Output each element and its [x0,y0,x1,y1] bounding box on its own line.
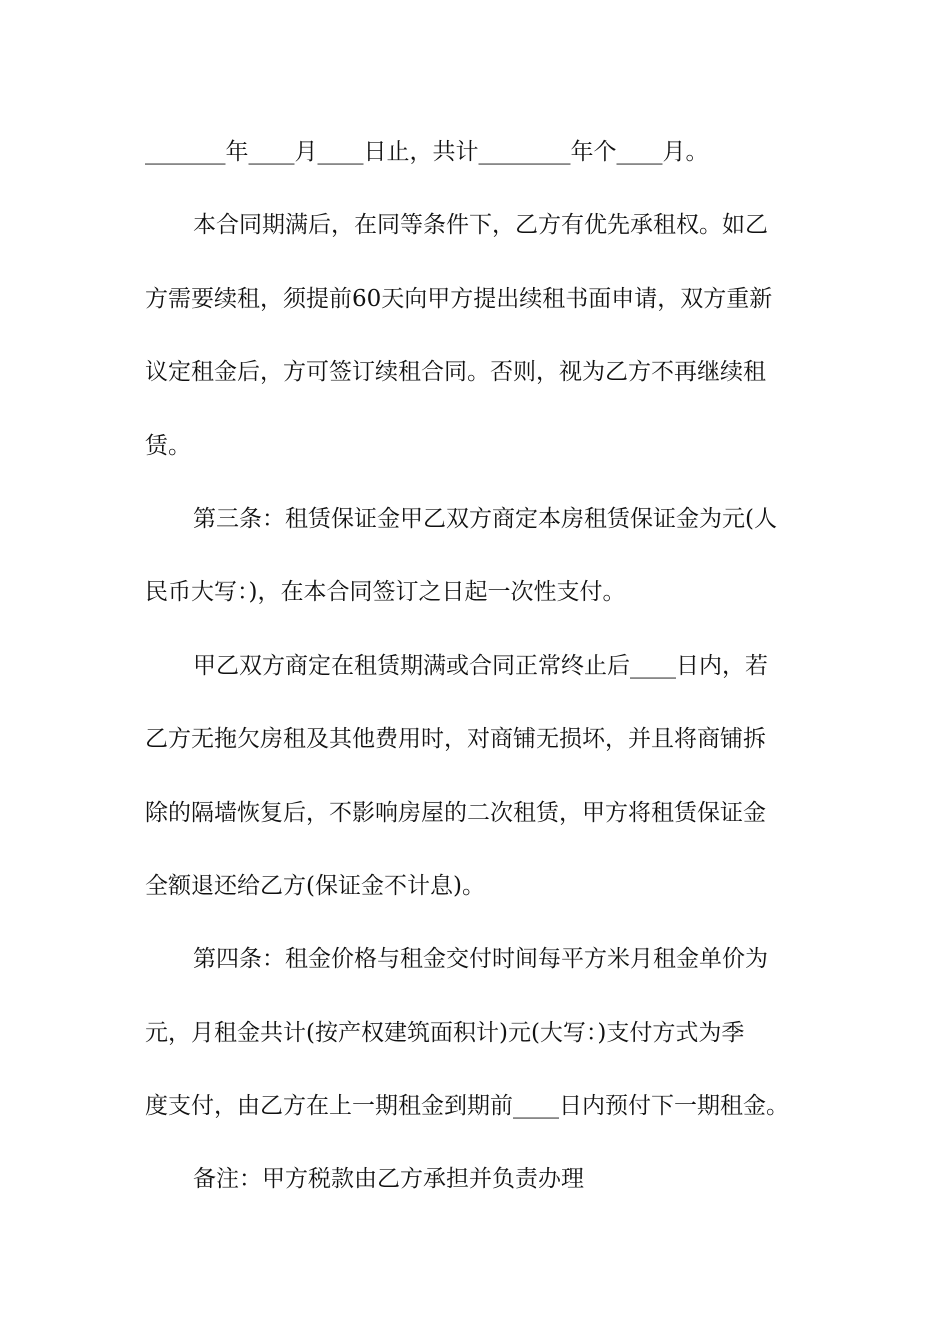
text-line: 度支付，由乙方在上一期租金到期前____日内预付下一期租金。 [145,1093,789,1120]
text-line: 方需要续租，须提前60天向甲方提出续租书面申请，双方重新 [145,285,773,312]
text-line: _______年____月____日止，共计________年个____月。 [145,139,709,165]
text-line: 备注：甲方税款由乙方承担并负责办理 [193,1166,584,1193]
document-page [145,124,807,1225]
text-line: 本合同期满后，在同等条件下，乙方有优先承租权。如乙 [193,212,768,239]
text-line: 全额退还给乙方(保证金不计息)。 [145,872,485,899]
text-line: 第四条：租金价格与租金交付时间每平方米月租金单价为 [193,946,768,973]
text-line: 乙方无拖欠房租及其他费用时，对商铺无损坏，并且将商铺拆 [145,726,766,753]
text-line: 议定租金后，方可签订续租合同。否则，视为乙方不再继续租 [145,359,766,386]
text-line: 民币大写：)，在本合同签订之日起一次性支付。 [145,579,626,606]
text-line: 赁。 [145,432,191,459]
text-line: 第三条：租赁保证金甲乙双方商定本房租赁保证金为元(人 [193,505,777,532]
text-line: 除的隔墙恢复后，不影响房屋的二次租赁，甲方将租赁保证金 [145,799,766,826]
text-line: 元，月租金共计(按产权建筑面积计)元(大写：)支付方式为季 [145,1019,745,1046]
text-line: 甲乙双方商定在租赁期满或合同正常终止后____日内，若 [193,652,768,679]
